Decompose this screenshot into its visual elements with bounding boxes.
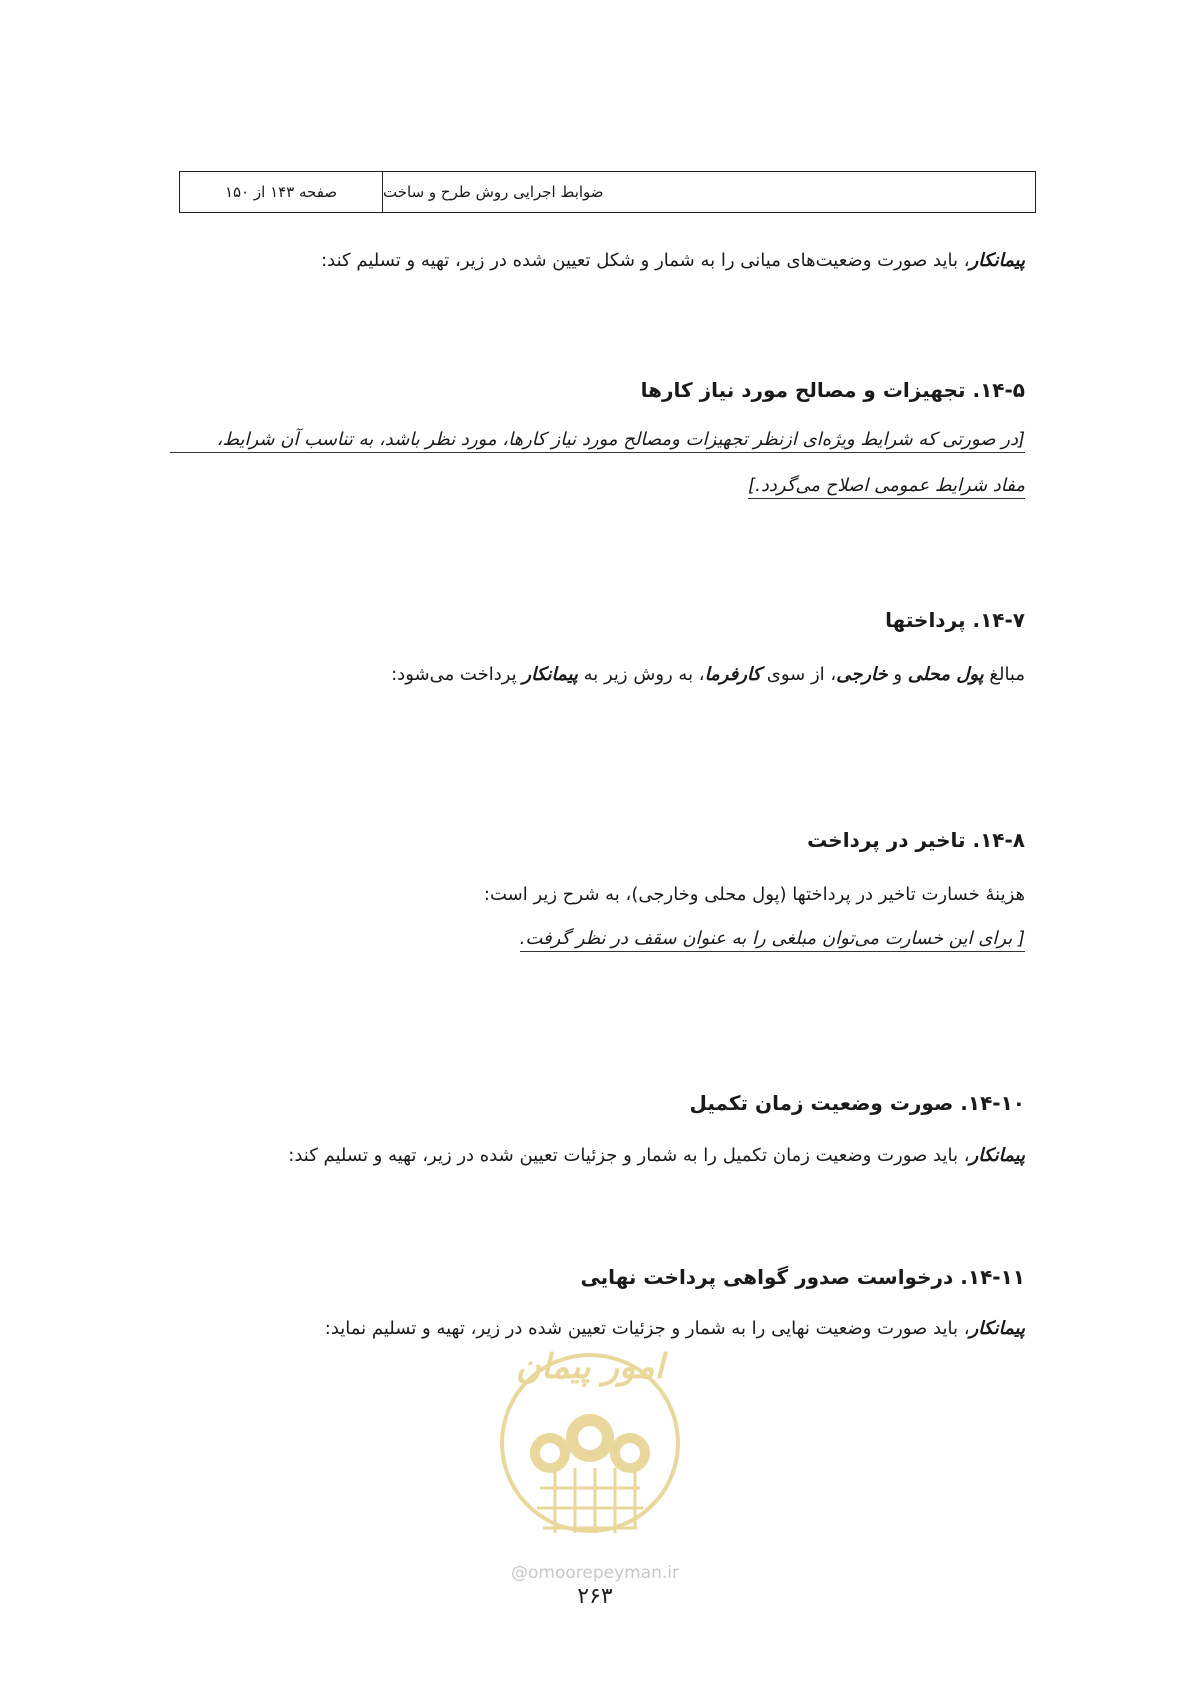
section-8-text: هزینهٔ خسارت تاخیر در پرداختها (پول محلی وخارجی)، به شرح زیر است: (483, 884, 1025, 905)
intro-text: ، باید صورت وضعیت‌های میانی را به شمار و شکل تعیین شده در زیر، تهیه و تسلیم کند: (321, 250, 970, 271)
section-8-heading: ۱۴-۸. تاخیر در پرداخت (807, 828, 1025, 852)
section-11-heading: ۱۴-۱۱. درخواست صدور گواهی پرداخت نهایی (580, 1265, 1025, 1289)
s7-text-4: ، به روش زیر به (577, 664, 705, 685)
header-page-label: صفحه ۱۴۳ از ۱۵۰ (180, 172, 383, 212)
intro-contractor: پیمانکار (969, 250, 1025, 271)
page-number: ۲۶۳ (577, 1584, 613, 1609)
s11-text: ، باید صورت وضعیت نهایی را به شمار و جزئیات تعیین شده در زیر، تهیه و تسلیم نماید: (324, 1318, 970, 1339)
section-5-note-line2: مفاد شرایط عمومی اصلاح می‌گردد.] (748, 475, 1025, 499)
s7-foreign: خارجی (836, 664, 888, 685)
s7-employer: کارفرما (704, 664, 762, 685)
watermark-url: @omoorepeyman.ir (510, 1563, 680, 1583)
intro-paragraph (321, 250, 1025, 271)
s7-text-5: پرداخت می‌شود: (391, 664, 523, 685)
s11-contractor: پیمانکار (969, 1318, 1025, 1339)
section-8-note: [ برای این خسارت می‌توان مبلغی را به عنوان سقف در نظر گرفت. (520, 928, 1025, 952)
section-10-heading: ۱۴-۱۰. صورت وضعیت زمان تکمیل (689, 1091, 1025, 1115)
watermark-logo-text: امور پیمان (515, 1347, 665, 1387)
s7-text-2: و (887, 664, 908, 685)
section-7-paragraph (391, 664, 1025, 685)
section-5-heading: ۱۴-۵. تجهیزات و مصالح مورد نیاز کارها (640, 378, 1025, 402)
s10-contractor: پیمانکار (969, 1145, 1025, 1166)
omoorepeyman-logo-icon (495, 1318, 685, 1558)
header-doc-title: ضوابط اجرایی روش طرح و ساخت (383, 183, 604, 201)
s7-local-money: پول محلی (907, 664, 984, 685)
section-7-heading: ۱۴-۷. پرداختها (885, 608, 1025, 632)
s7-text-1: مبالغ (983, 664, 1025, 685)
s10-text: ، باید صورت وضعیت زمان تکمیل را به شمار و جزئیات تعیین شده در زیر، تهیه و تسلیم کند: (288, 1145, 970, 1166)
section-10-paragraph (288, 1145, 1025, 1166)
page-header (179, 171, 1036, 213)
s7-contractor: پیمانکار (522, 664, 578, 685)
section-5-note-line1: [در صورتی که شرایط ویژه‌ای ازنظر تجهیزات ومصالح مورد نیاز کارها، مورد نظر باشد، به تناسب آن شرایط، (170, 429, 1025, 453)
s7-text-3: ، از سوی (761, 664, 837, 685)
